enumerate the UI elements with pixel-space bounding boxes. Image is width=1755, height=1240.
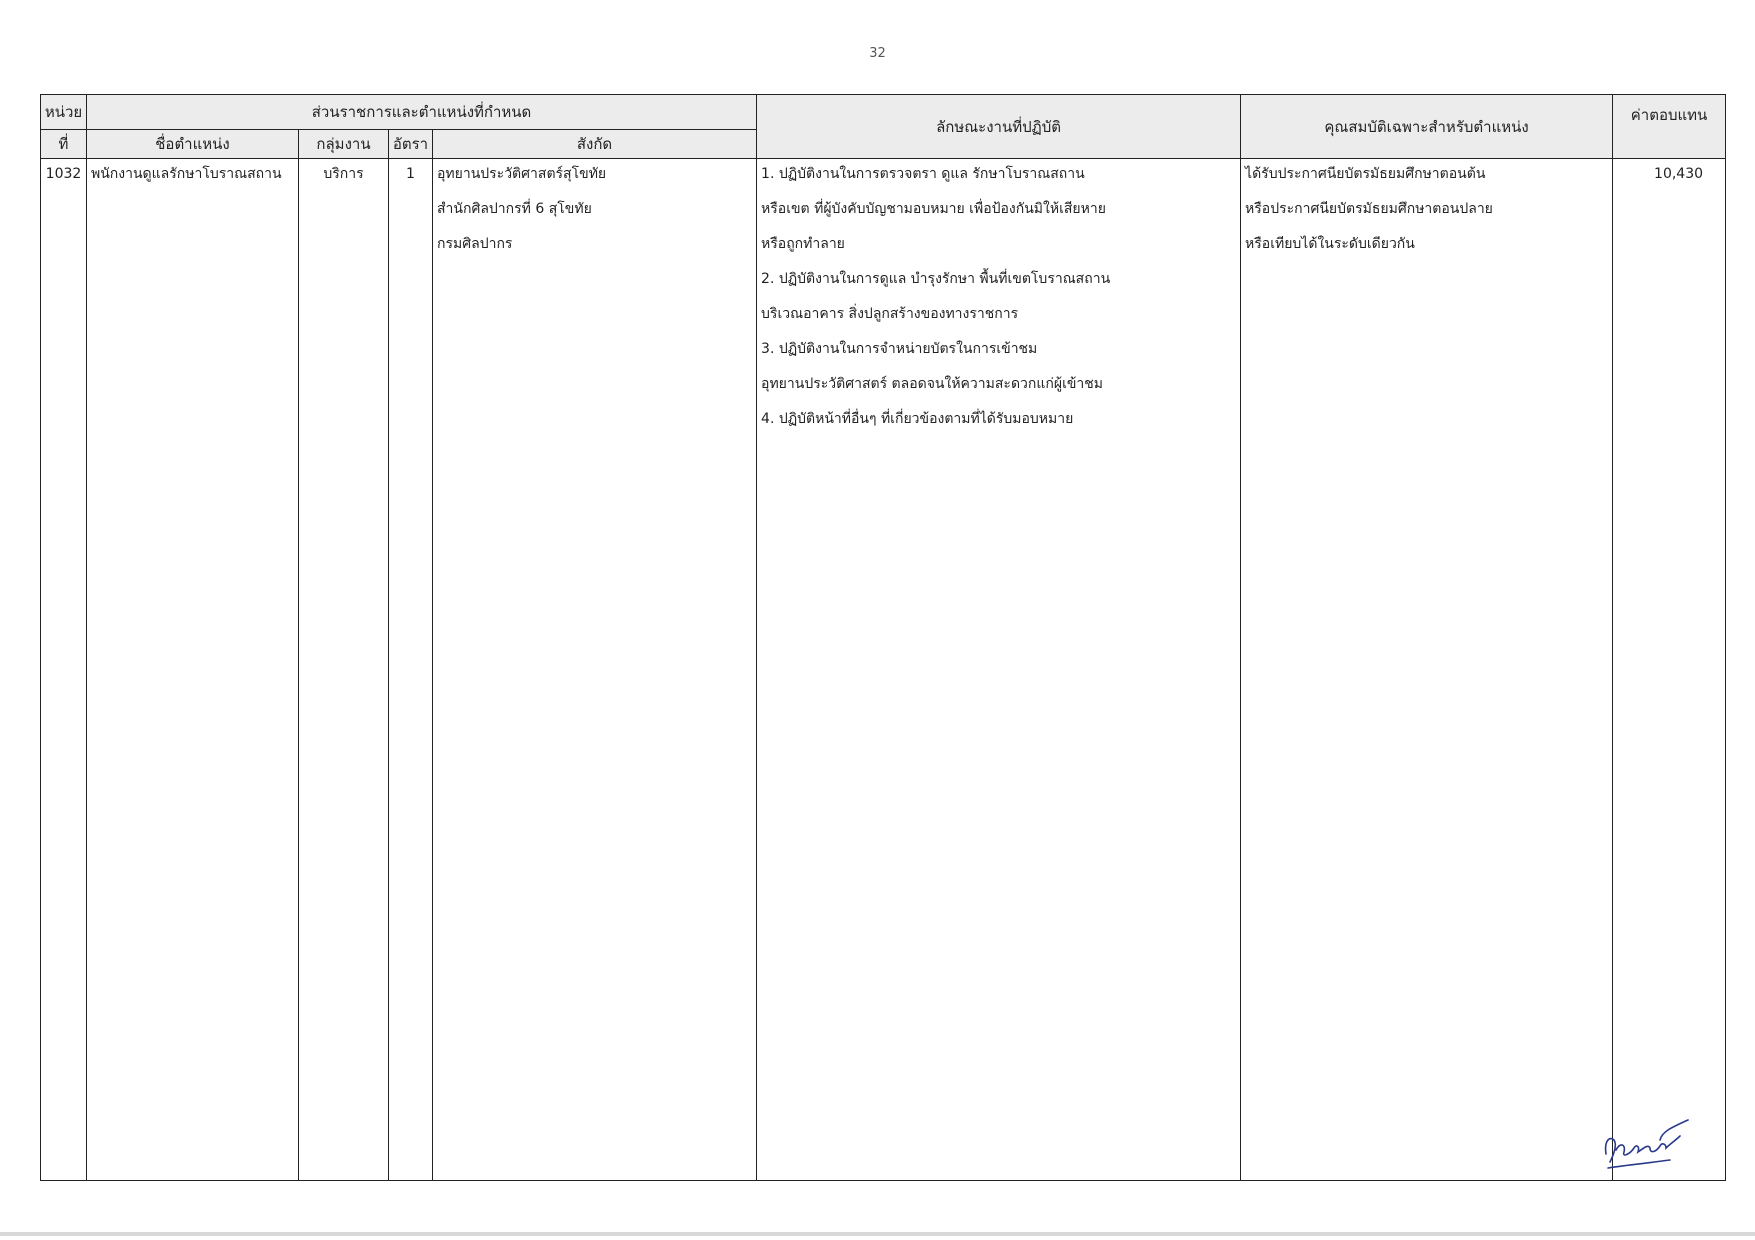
header-unit-top: หน่วย <box>41 95 87 130</box>
compensation-cell <box>1613 159 1726 1181</box>
header-work-group: กลุ่มงาน <box>299 130 389 159</box>
qualification-line: หรือเทียบได้ในระดับเดียวกัน <box>1245 236 1415 252</box>
qualification-line: หรือประกาศนียบัตรมัธยมศึกษาตอนปลาย <box>1245 201 1493 217</box>
header-duties: ลักษณะงานที่ปฏิบัติ <box>757 95 1241 159</box>
duty-line: หรือเขต ที่ผู้บังคับบัญชามอบหมาย เพื่อป้องกันมิให้เสียหาย <box>761 201 1106 217</box>
affiliation-line: อุทยานประวัติศาสตร์สุโขทัย <box>437 166 607 182</box>
duty-line: บริเวณอาคาร สิ่งปลูกสร้างของทางราชการ <box>761 306 1019 322</box>
duty-line: 1. ปฏิบัติงานในการตรวจตรา ดูแล รักษาโบราณสถาน <box>761 166 1085 182</box>
page-divider <box>0 1232 1755 1236</box>
header-position-name: ชื่อตำแหน่ง <box>87 130 299 159</box>
duty-line: 3. ปฏิบัติงานในการจำหน่ายบัตรในการเข้าชม <box>761 341 1038 357</box>
affiliation-cell <box>433 159 757 1181</box>
work-group: บริการ <box>323 166 364 182</box>
unit-no: 1032 <box>45 166 82 182</box>
header-group: ส่วนราชการและตำแหน่งที่กำหนด <box>87 95 757 130</box>
duty-line: หรือถูกทำลาย <box>761 236 845 252</box>
unit-no-cell <box>41 159 87 1181</box>
header-unit-bottom: ที่ <box>41 130 87 159</box>
duties-cell <box>757 159 1241 1181</box>
position-name-cell <box>87 159 299 1181</box>
duty-line: อุทยานประวัติศาสตร์ ตลอดจนให้ความสะดวกแก่ผู้เข้าชม <box>761 376 1104 392</box>
signature-icon <box>1600 1110 1695 1170</box>
header-affiliation: สังกัด <box>433 130 757 159</box>
qualifications-cell <box>1241 159 1613 1181</box>
position-name: พนักงานดูแลรักษาโบราณสถาน <box>91 166 282 182</box>
header-compensation: ค่าตอบแทน <box>1613 95 1726 159</box>
rate-cell <box>389 159 433 1181</box>
qualification-line: ได้รับประกาศนียบัตรมัธยมศึกษาตอนต้น <box>1245 166 1486 182</box>
duty-line: 2. ปฏิบัติงานในการดูแล บำรุงรักษา พื้นที่เขตโบราณสถาน <box>761 271 1111 287</box>
position-table <box>40 94 1726 1181</box>
work-group-cell <box>299 159 389 1181</box>
affiliation-line: กรมศิลปากร <box>437 236 513 252</box>
rate: 1 <box>406 166 415 182</box>
compensation: 10,430 <box>1654 166 1704 182</box>
duty-line: 4. ปฏิบัติหน้าที่อื่นๆ ที่เกี่ยวข้องตามที่ได้รับมอบหมาย <box>761 411 1074 427</box>
header-rate: อัตรา <box>389 130 433 159</box>
page-number: 32 <box>869 46 886 61</box>
header-qualifications: คุณสมบัติเฉพาะสำหรับตำแหน่ง <box>1241 95 1613 159</box>
table-row <box>41 159 1726 1181</box>
affiliation-line: สำนักศิลปากรที่ 6 สุโขทัย <box>437 201 592 217</box>
